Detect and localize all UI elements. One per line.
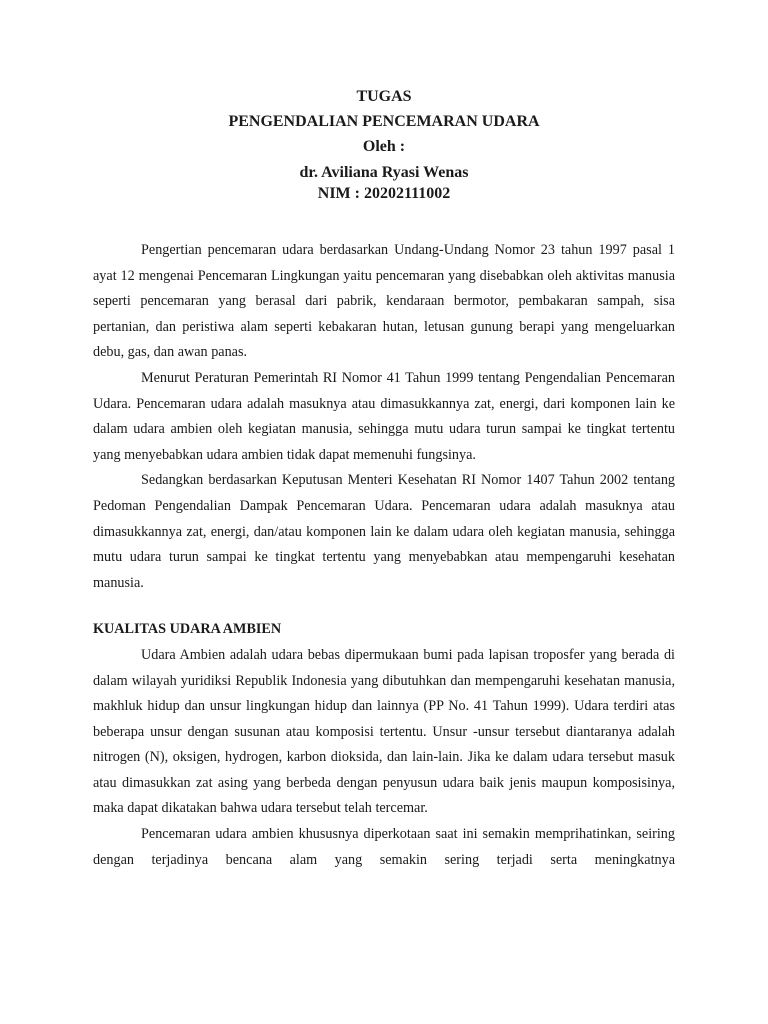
section-paragraph-2: Pencemaran udara ambien khususnya diperkotaan saat ini semakin memprihatinkan, seiring dengan terjadinya bencana alam yang semakin sering terjadi serta meningkatnya <box>93 826 675 868</box>
document-body <box>93 238 675 873</box>
section-heading: KUALITAS UDARA AMBIEN <box>93 621 282 638</box>
author-label: Oleh : <box>362 138 406 155</box>
document-title: TUGAS <box>356 88 412 105</box>
intro-paragraph-3: Sedangkan berdasarkan Keputusan Menteri Kesehatan RI Nomor 1407 Tahun 2002 tentang Pedoman Pengendalian Dampak Pencemaran Udara. Pencemaran udara adalah masuknya atau dimasukkannya zat, energi, dan/atau komponen lain ke dalam udara oleh kegiatan manusia, sehingga mutu udara turun sampai ke tingkat tertentu yang menyebabkan atau mempengaruhi kesehatan manusia. <box>93 472 675 591</box>
author-nim: NIM : 20202111002 <box>317 185 451 202</box>
author-name: dr. Aviliana Ryasi Wenas <box>299 164 469 181</box>
document-subtitle: PENGENDALIAN PENCEMARAN UDARA <box>228 113 540 130</box>
title-block <box>0 86 768 204</box>
intro-paragraph-2: Menurut Peraturan Pemerintah RI Nomor 41 Tahun 1999 tentang Pengendalian Pencemaran Udara. Pencemaran udara adalah masuknya atau dimasukkannya zat, energi, dari komponen lain ke dalam udara ambien oleh kegiatan manusia, sehingga mutu udara turun sampai ke tingkat tertentu yang menyebabkan udara ambien tidak dapat memenuhi fungsinya. <box>93 369 675 463</box>
section-paragraph-1: Udara Ambien adalah udara bebas dipermukaan bumi pada lapisan troposfer yang berada di dalam wilayah yuridiksi Republik Indonesia yang dibutuhkan dan mempengaruhi kesehatan manusia, makhluk hidup dan unsur lingkungan hidup dan lainnya (PP No. 41 Tahun 1999). Udara terdiri atas beberapa unsur dengan susunan atau komposisi tertentu. Unsur -unsur tersebut diantaranya adalah nitrogen (N), oksigen, hydrogen, karbon dioksida, dan lain-lain. Jika ke dalam udara tersebut masuk atau dimasukkan zat asing yang berbeda dengan penyusun udara baik jenis maupun komposisinya, maka dapat dikatakan bahwa udara tersebut telah tercemar. <box>93 646 675 817</box>
intro-paragraph-1: Pengertian pencemaran udara berdasarkan Undang-Undang Nomor 23 tahun 1997 pasal 1 ayat 12 mengenai Pencemaran Lingkungan yaitu pencemaran yang disebabkan oleh aktivitas manusia seperti pencemaran yang berasal dari pabrik, kendaraan bermotor, pembakaran sampah, sisa pertanian, dan peristiwa alam seperti kebakaran hutan, letusan gunung berapi yang mengeluarkan debu, gas, dan awan panas. <box>93 242 675 361</box>
